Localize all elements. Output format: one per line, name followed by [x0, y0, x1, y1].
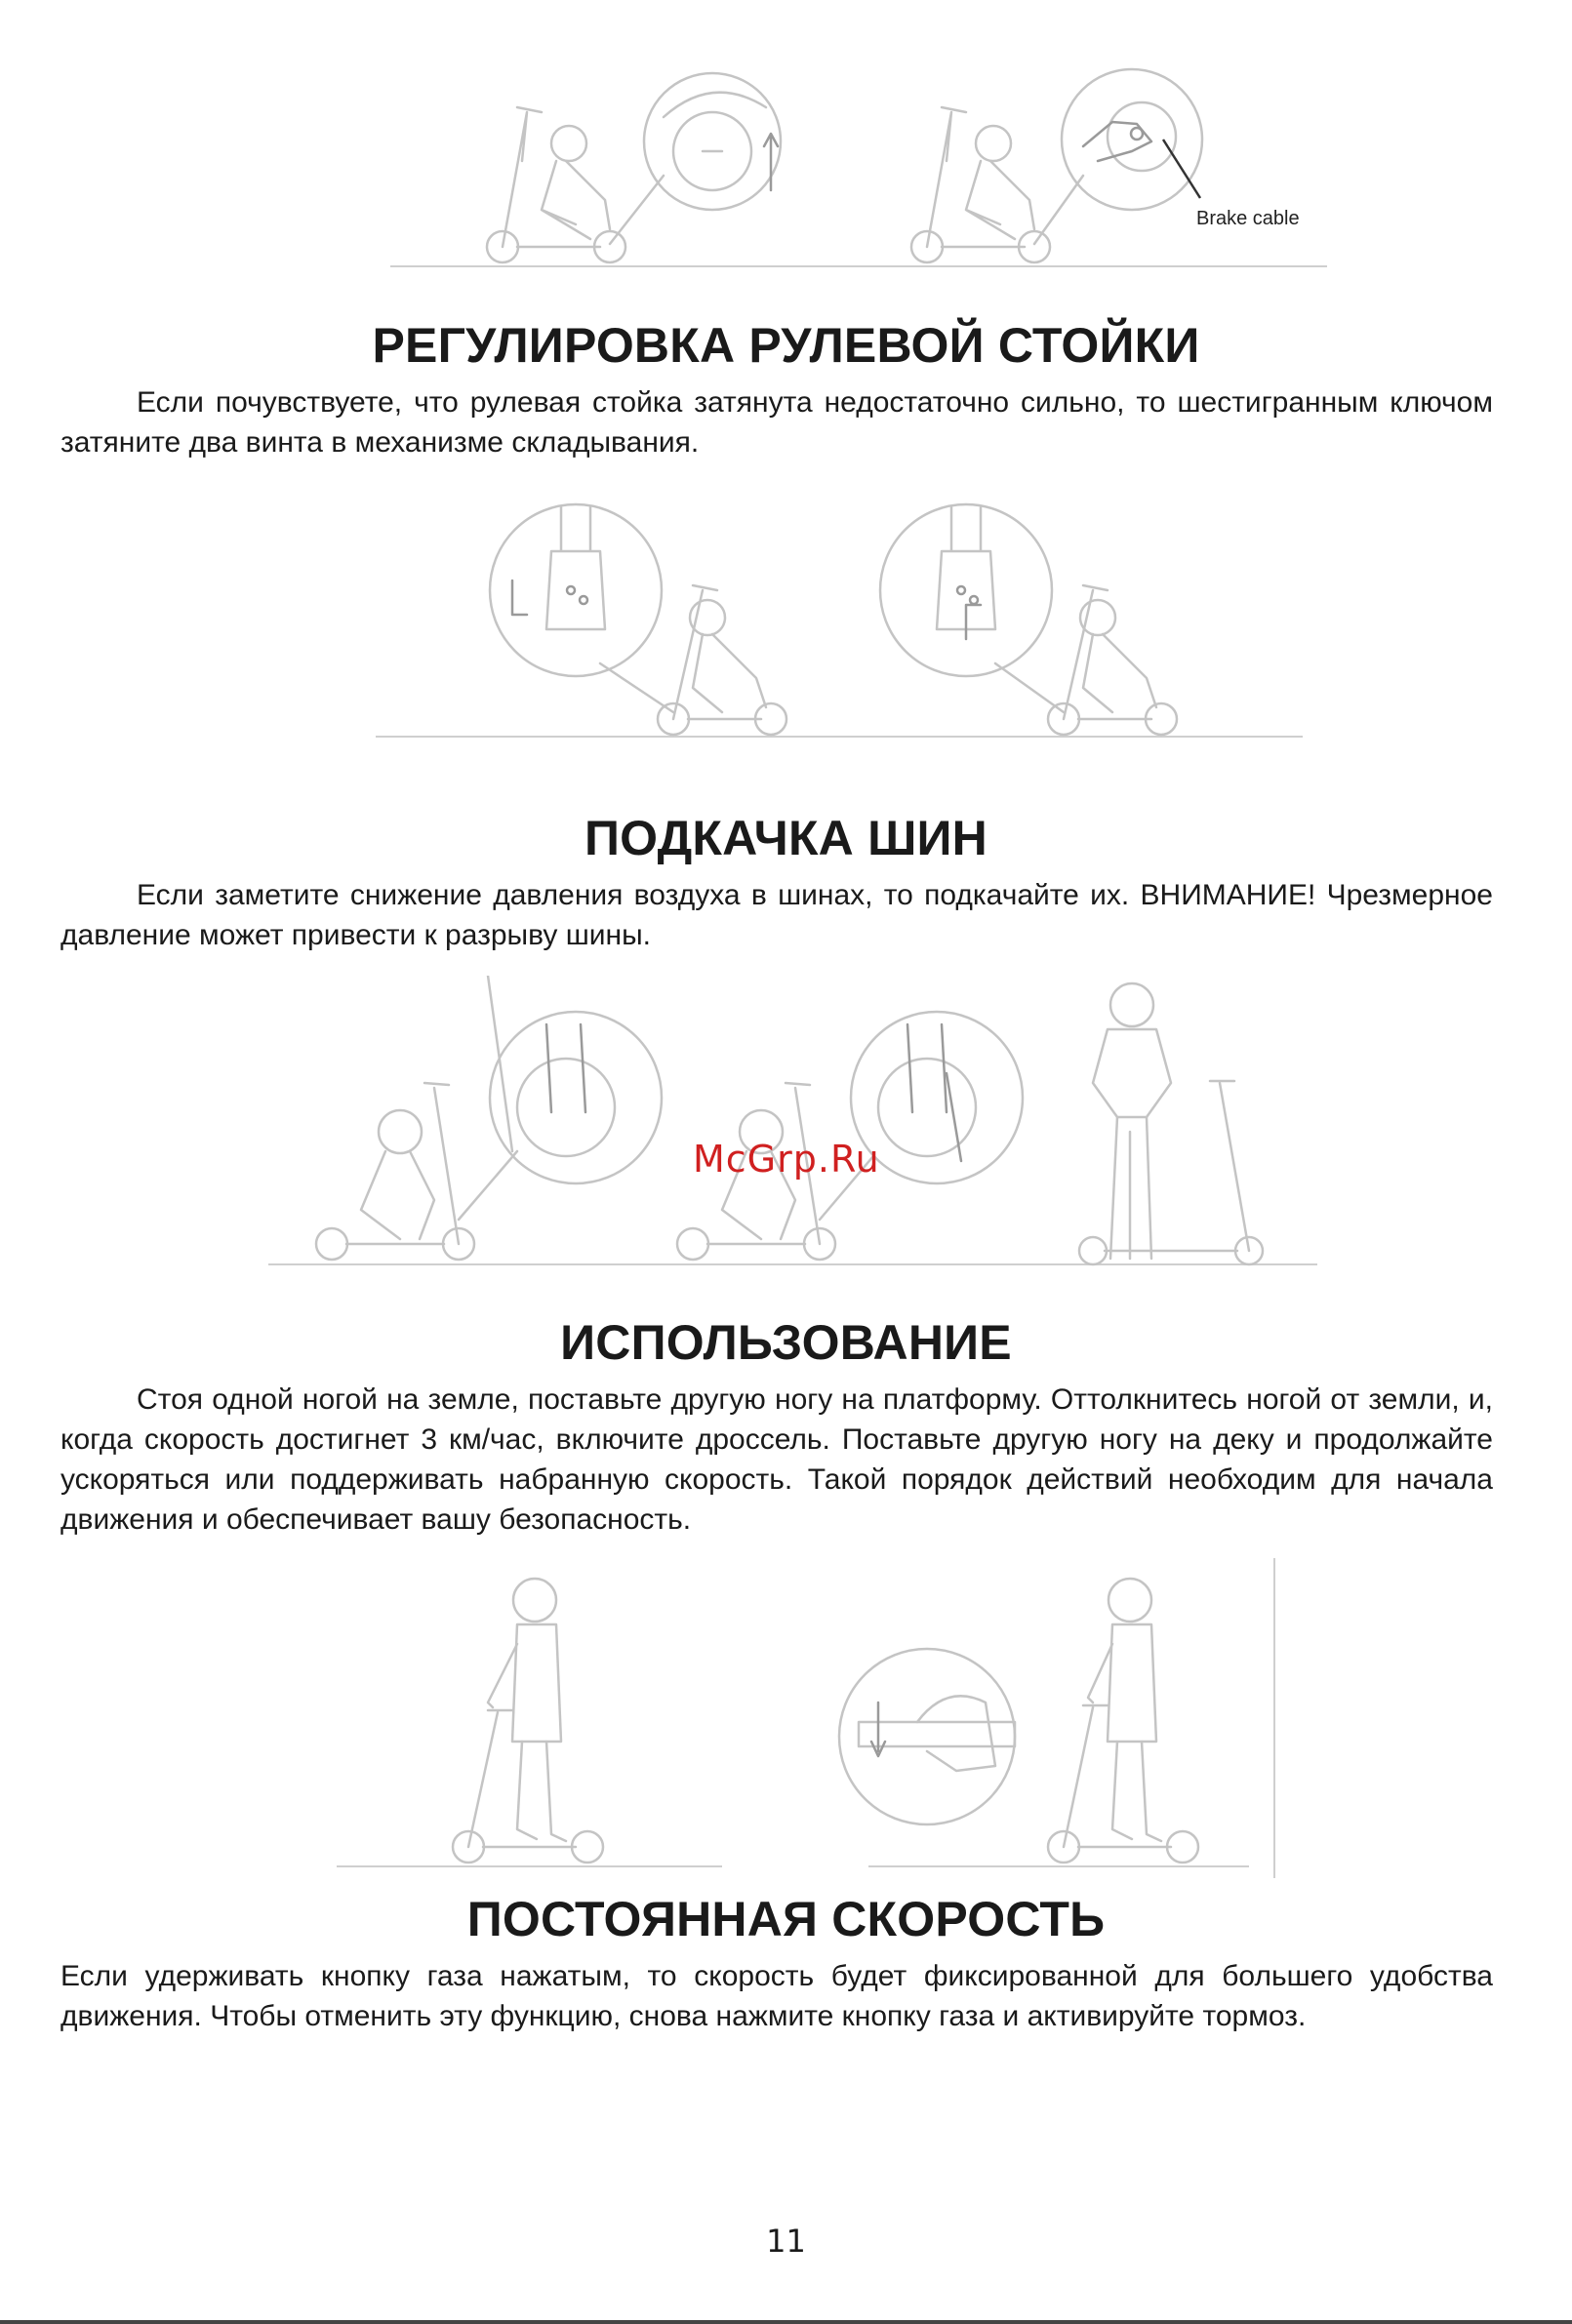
usage-heading: ИСПОЛЬЗОВАНИЕ [560, 1315, 1012, 1370]
bottom-rule [0, 2320, 1572, 2324]
page-number: 11 [766, 2223, 806, 2260]
watermark: McGrp.Ru [693, 1138, 880, 1181]
stem-heading: РЕГУЛИРОВКА РУЛЕВОЙ СТОЙКИ [372, 318, 1200, 373]
tires-heading: ПОДКАЧКА ШИН [584, 811, 988, 865]
tires-paragraph: Если заметите снижение давления воздуха в шинах, то подкачайте их. ВНИМАНИЕ! Чрезмерное давление может привести к разрыву шины. [60, 879, 1493, 951]
brake-cable-label: Brake cable [1196, 208, 1300, 229]
stem-adjustment-illustration [371, 493, 1308, 746]
tire-inflation-illustration [263, 976, 1327, 1273]
riding-illustration [332, 1556, 1288, 1878]
cruise-paragraph: Если удерживать кнопку газа нажатым, то скорость будет фиксированной для большего удобства движения. Чтобы отменить эту функцию, снова нажмите кнопку газа и активируйте тормоз. [60, 1960, 1493, 2032]
stem-paragraph: Если почувствуете, что рулевая стойка затянута недостаточно сильно, то шестигранным ключом затяните два винта в механизме складывания. [60, 386, 1493, 459]
brake-adjustment-illustration [381, 54, 1337, 278]
usage-paragraph: Стоя одной ногой на земле, поставьте другую ногу на платформу. Оттолкнитесь ногой от земли, и, когда скорость достигнет 3 км/час, включите дроссель. Поставьте другую ногу на деку и продолжайте ускоряться или поддерживать набранную скорость. Такой порядок действий необходим для начала движения и обеспечивает вашу безопасность. [60, 1383, 1493, 1536]
cruise-heading: ПОСТОЯННАЯ СКОРОСТЬ [466, 1892, 1106, 1946]
